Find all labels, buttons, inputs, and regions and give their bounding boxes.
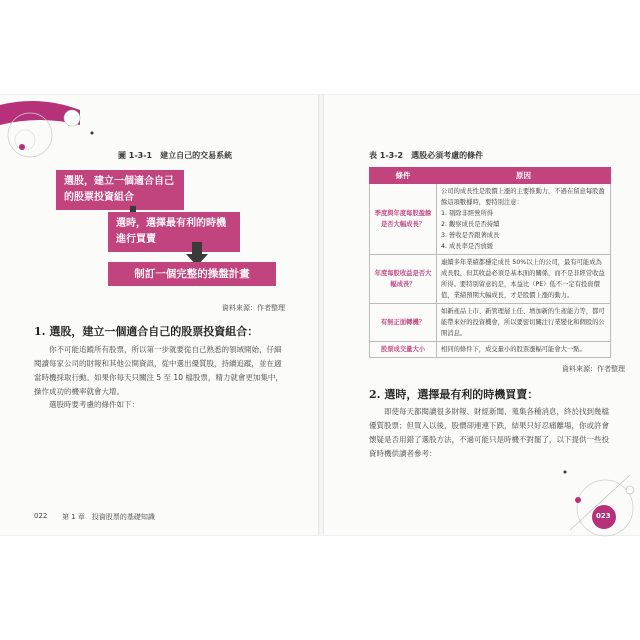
table-header-condition: 條件 [370, 168, 437, 184]
reason-line: 3. 營收是否跟著成長 [441, 232, 500, 239]
table-cell-reason [437, 184, 611, 255]
table-cell-condition: 股票成交量大小 [370, 342, 437, 358]
reason-line: 1. 剔除非經營所得 [441, 210, 494, 217]
reason-line: 4. 成長率是否放緩 [441, 243, 494, 250]
table-cell-reason: 如新產品上市、新管理層上任、增加新的生產能力等，都可能帶來好的投資機會，所以要密切關注行業變化和個股的公開消息。 [437, 304, 611, 342]
page-number-right: 023 [596, 512, 611, 520]
paragraph-2: 選股時要考慮的條件如下： [49, 400, 139, 409]
page-number-left: 022 [34, 512, 48, 520]
table-header-reason: 原因 [437, 168, 611, 184]
section-heading-1: 1. 選股，建立一個適合自己的股票投資組合： [34, 325, 259, 338]
reason-line: 2. 觀察成長是否持續 [441, 221, 500, 228]
flow-step-3: 制訂一個完整的操盤計畫 [108, 262, 276, 286]
conditions-table [369, 167, 611, 358]
table-cell-reason: 連續多年業績都穩定成長 50%以上的公司，最有可能成為成長股，但其收益必須是基本面的關係，而不是非經常收益所得。要特別留意的是，本益比（PE）低不一定有投資價值，業績預期大幅成長，才是股價上漲的動力。 [437, 255, 611, 304]
table-cell-condition: 有無正面轉機？ [370, 304, 437, 342]
figure-caption: 圖 1-3-1 建立自己的交易系統 [118, 151, 233, 160]
table-cell-reason: 相同的條件下，成交量小的股票漲幅可能會大一點。 [437, 342, 611, 358]
flow-step-2: 選時，選擇最有利的時機進行買賣 [108, 212, 240, 252]
table-cell-condition: 季度與年度每股盈餘是否大幅成長？ [370, 184, 437, 255]
flow-step-1: 選股，建立一個適合自己的股票投資組合 [56, 170, 184, 210]
table-row [370, 184, 611, 255]
paragraph-1: 你不可能追蹤所有股票，所以第一步就要從自己熟悉的領域開始，仔細閱讀每家公司的財報和其他公開資訊，從中選出優質股，持續追蹤，並在適當時機採取行動。如果你每天只關注 5 至 10 檔股票，精力就會更加集中，操作成功的機率就會大增。 [34, 345, 283, 396]
chapter-footer: 第 1 章 投資股票的基礎知識 [62, 513, 155, 521]
reason-line: 公司的成長性是股價上漲的主要推動力，不過在留意每股盈餘這項數據時，要特別注意： [441, 188, 605, 206]
table-cell-condition: 年度每股收益是否大幅成長？ [370, 255, 437, 304]
table-row [370, 304, 611, 342]
table-row [370, 342, 611, 358]
table-source: 資料來源：作者整理 [562, 365, 625, 373]
decorative-circles-top-left [0, 95, 110, 175]
figure-source: 資料來源：作者整理 [222, 304, 285, 312]
book-gutter [318, 95, 324, 535]
section-heading-2: 2. 選時，選擇最有利的時機買賣： [369, 388, 539, 401]
table-caption: 表 1-3-2 選股必須考慮的條件 [369, 151, 484, 160]
paragraph-3: 即使每天都閱讀很多財報、財經新聞、蒐集各種消息，終於找到幾檔優質股票；但買入以後，股價卻連連下跌，結果只好忍痛離場，你或許會懷疑是否用錯了選股方法，不過可能只是時機不對罷了，以下提供一些投資時機供讀者參考： [369, 407, 609, 458]
table-header-row [370, 168, 611, 184]
table-row [370, 255, 611, 304]
